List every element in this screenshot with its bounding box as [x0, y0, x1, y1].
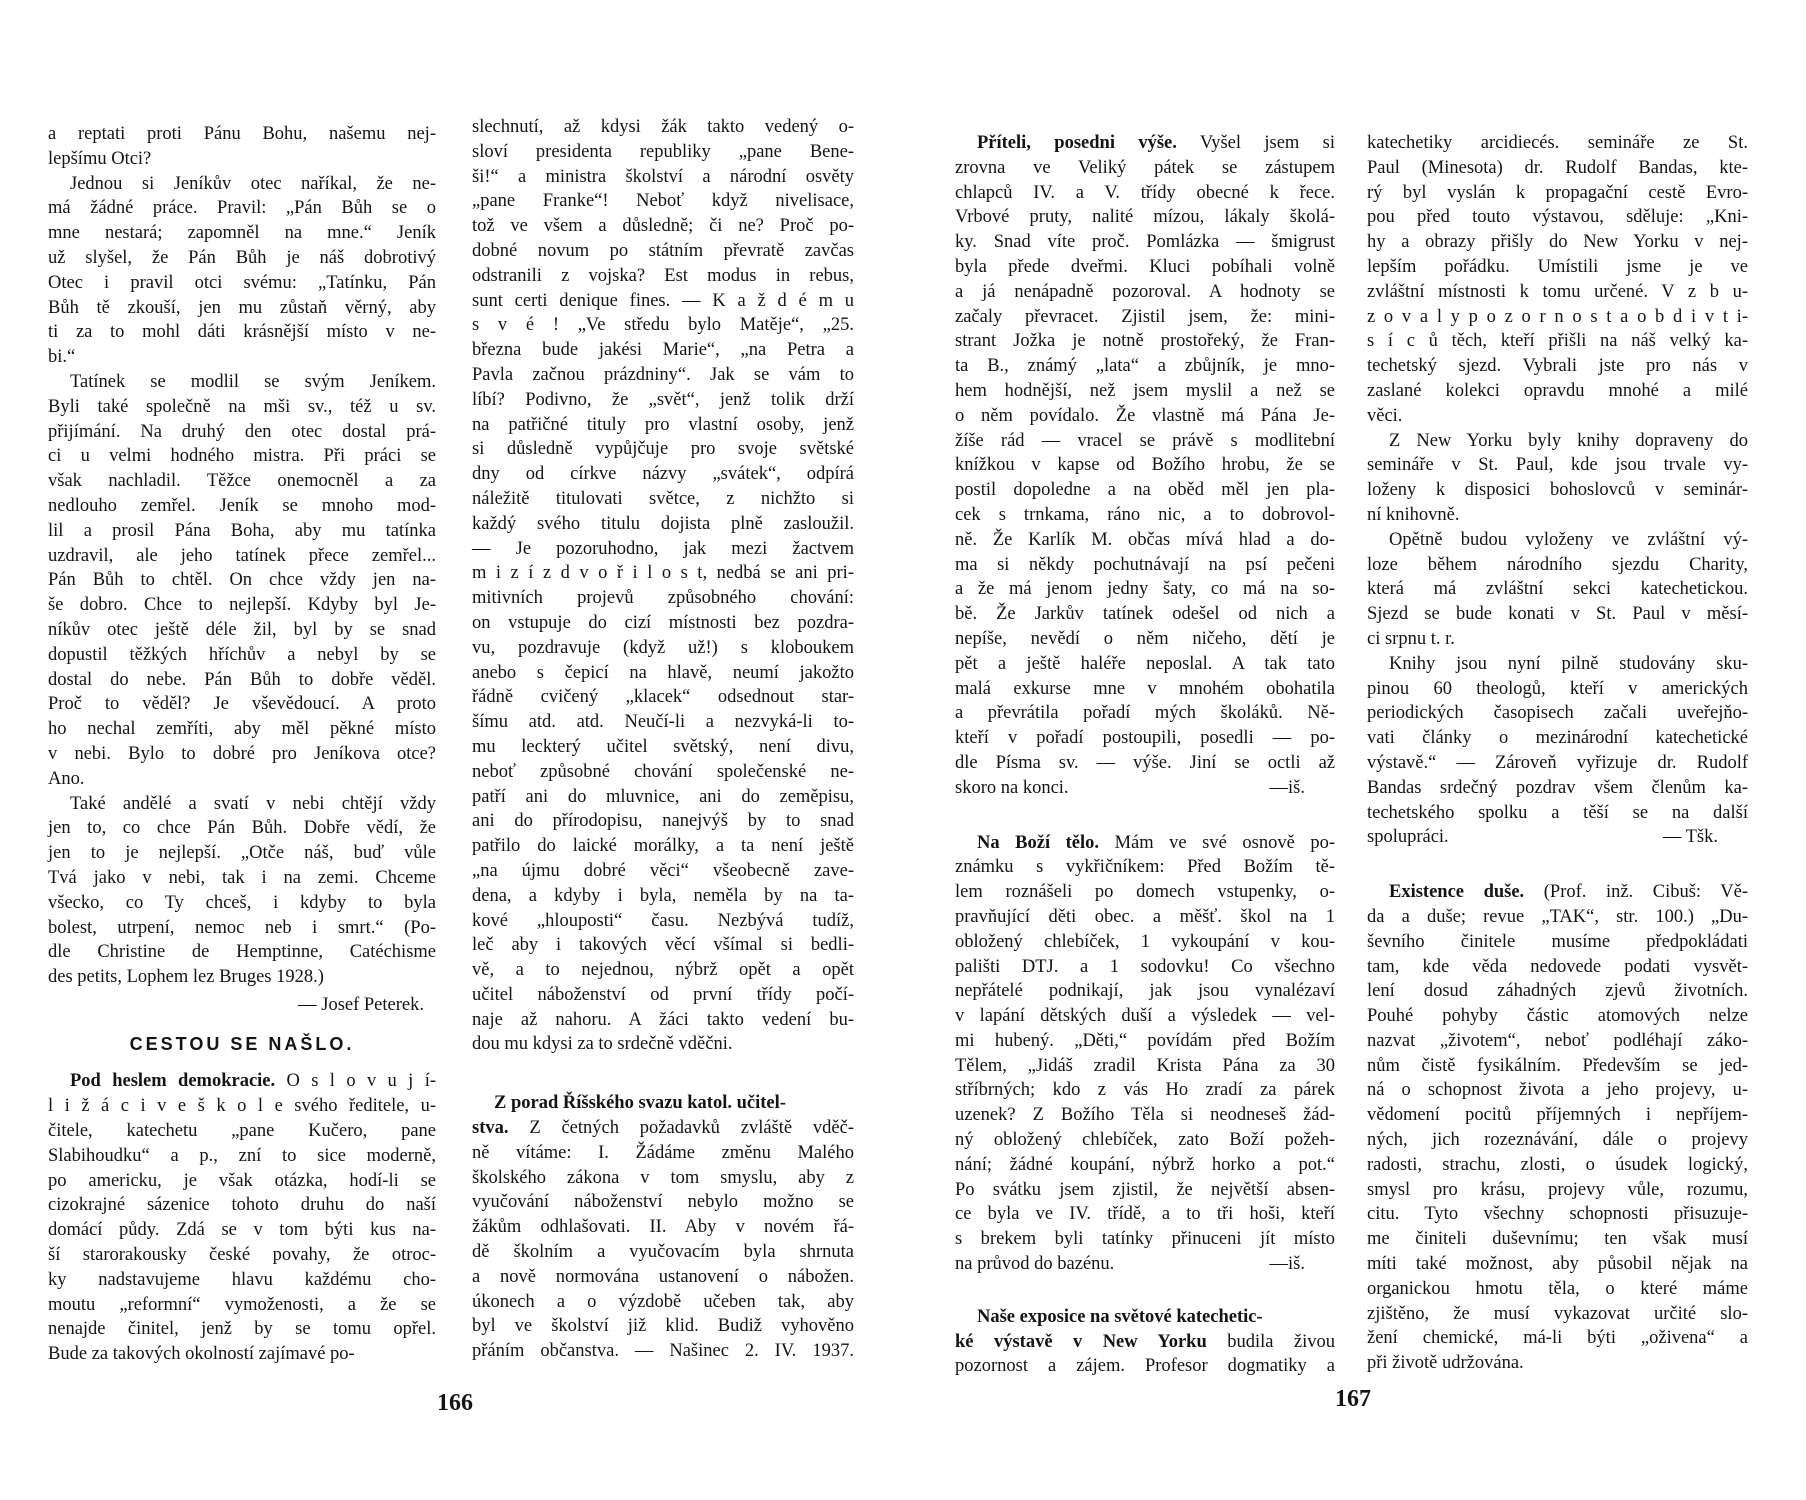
text-line: bě. Že Jarkův tatínek odešel od nich a: [955, 604, 1335, 625]
text-line: už slyšel, že Pán Bůh je náš dobrotivý: [48, 247, 436, 268]
text-line: [955, 831, 1335, 856]
text-line: přáním občanstva. — Našinec 2. IV. 1937.: [472, 1341, 854, 1362]
text-line: ky. Snad víte proč. Pomlázka — šmigrust: [955, 232, 1335, 253]
text-line: lepším pořádku. Umístili jsme je ve: [1367, 256, 1748, 277]
text-line: ši!“ a ministra školství a národní osvěty: [472, 166, 854, 187]
text-line: cek s trnkama, ráno nic, a to dobrovol-: [955, 504, 1335, 525]
text-line: ní knihovně.: [1367, 504, 1460, 525]
text-line: a převrátila pořadí mých školáků. Ně-: [955, 703, 1335, 724]
bold-lead: stva.: [472, 1118, 509, 1139]
bold-lead: ké výstavě v New Yorku: [955, 1331, 1207, 1352]
text-column: [955, 131, 1335, 1379]
text-line: nazvat „životem“, neboť podléhají záko-: [1367, 1030, 1748, 1051]
text-line: strant Jožka je notně prostořeký, že Fran-: [955, 331, 1335, 352]
text-line: jen to, co chce Pán Bůh. Dobře vědí, že: [48, 818, 436, 839]
text-line: lení dosud záhadných zjevů životních.: [1367, 981, 1748, 1002]
text-line: [955, 1305, 1335, 1330]
text-line: Bude za takových okolností zajímavé po-: [48, 1344, 355, 1365]
text-line: a nově normována ustanovení o nábožen.: [472, 1266, 854, 1287]
text-line: rý byl vyslán k propagační cestě Evro-: [1367, 182, 1748, 203]
text-line: knížkou v kapse od Božího hrobu, že se: [955, 455, 1335, 476]
text-line: ky nadstavujeme hlavu každému cho-: [48, 1269, 436, 1290]
paragraph: [48, 122, 436, 172]
text-line: Slabihoudku“ a p., zní to sice moderně,: [48, 1145, 436, 1166]
text-line: ný obložený chlebíček, zato Boží požeh-: [955, 1130, 1335, 1151]
text-line: dobné novum po státním převratě zavčas: [472, 240, 854, 261]
text-line: des petits, Lophem lez Bruges 1928.): [48, 967, 324, 988]
text-line: školského zákona v tom smyslu, aby z: [472, 1167, 854, 1188]
text-line: domácí půdy. Zdá se v tom býti kus na-: [48, 1220, 436, 1241]
text-line: si důsledně vypůjčuje pro svoje světské: [472, 439, 854, 460]
text-line: ci srpnu t. r.: [1367, 628, 1455, 649]
text-line: chlapců IV. a V. třídy obecné k řece.: [955, 182, 1335, 203]
text-line-with-signature: [955, 776, 1335, 801]
text-line: [955, 1330, 1335, 1355]
text-run: Z četných požadavků zvláště vděč-: [508, 1118, 854, 1139]
text-line: hy a obrazy přišly do New Yorku v nej-: [1367, 232, 1748, 253]
text-line: vati články o mezinárodní katechetické: [1367, 728, 1748, 749]
text-line: techetského spolku a těší se na další: [1367, 802, 1748, 823]
text-line: pravňující děti obec. a měšť. škol na 1: [955, 906, 1335, 927]
text-line: pinou 60 theologů, kteří v amerických: [1367, 678, 1748, 699]
text-line: še dobro. Chce to nejlepší. Kdyby byl Je-: [48, 595, 436, 616]
text-line: učitel náboženství od první třídy počí-: [472, 984, 854, 1005]
text-line: nepíše, nevědí o něm ničeho, dětí je: [955, 628, 1335, 649]
text-line: Z New Yorku byly knihy dopraveny do: [1389, 430, 1748, 451]
text-line: ti za to mohl dáti krásnější místo v ne-: [48, 322, 436, 343]
text-line: byl ve školství již klid. Budiž vyhověno: [472, 1316, 854, 1337]
signature: [48, 993, 436, 1018]
paragraph: [472, 1091, 854, 1364]
text-line: Opětně budou vyloženy ve zvláštní vý-: [1389, 529, 1748, 550]
text-line: Tvá jako v nebi, tak i na zemi. Chceme: [48, 867, 436, 888]
text-line: nenajde činitel, jenž by se tomu opřel.: [48, 1319, 436, 1340]
text-line: v lapání dětských duší a výsledek — vel-: [955, 1006, 1335, 1027]
text-line: slechnutí, až kdysi žák takto vedený o-: [472, 117, 854, 137]
text-line: přijímání. Na druhý den otec dostal prá-: [48, 421, 436, 442]
text-line: žákům odhlašovati. II. Aby v novém řá-: [472, 1217, 854, 1238]
bold-lead: Příteli, posedni výše.: [977, 133, 1177, 153]
text-line: periodických časopisech začali uveřejňo-: [1367, 703, 1748, 724]
text-line: zrovna ve Veliký pátek se zástupem: [955, 157, 1335, 178]
paragraph: [955, 131, 1335, 801]
text-line: líbí? Podivno, že „svět“, jenž tolik drží: [472, 389, 854, 410]
text-line: výstavě.“ — Zároveň vyřizuje dr. Rudolf: [1367, 752, 1748, 773]
text-line: uzdravil, ale jeho tatínek přece zemřel...: [48, 545, 436, 566]
text-line: zjištěno, že musí vykazovat určité slo-: [1367, 1303, 1748, 1324]
bold-lead: Z porad Říšského svazu katol. učitel-: [494, 1093, 786, 1114]
text-run: (Prof. inž. Cibuš: Vě-: [1524, 882, 1749, 903]
text-line: pališti DTJ. a 1 sodovku! Co všechno: [955, 956, 1335, 977]
paragraph: [955, 1305, 1335, 1379]
text-line: po americku, je však otázka, hodí-li se: [48, 1170, 436, 1191]
bold-lead: Pod heslem demokracie.: [70, 1071, 276, 1092]
paragraph: [48, 172, 436, 370]
paragraph: [1367, 880, 1748, 1376]
signature: —iš.: [1269, 1254, 1305, 1275]
text-line: neboť způsobné chování společenské ne-: [472, 761, 854, 782]
text-line: ta B., známý „lata“ a zbůjník, je mno-: [955, 356, 1335, 377]
text-line: citu. Tyto všechny schopnosti přisuzuje-: [1367, 1204, 1748, 1225]
text-line: zaslané kolekci opravdu mnohé a milé: [1367, 380, 1748, 401]
text-line-with-signature: [955, 1252, 1335, 1277]
text-line: sloví presidenta republiky „pane Bene-: [472, 141, 854, 162]
text-line: on vstupuje do cizí místnosti bez pozdra-: [472, 612, 854, 633]
text-line: tam, kde věda nedovede podati vysvět-: [1367, 956, 1748, 977]
text-line: lem roznášeli po domech vstupenky, o-: [955, 882, 1335, 903]
text-line: z o v a l y p o z o r n o s t a o b d i v t i-: [1367, 306, 1748, 327]
text-line: známku s vykřičníkem: Před Božím tě-: [955, 857, 1335, 878]
text-line: uzenek? Z Božího Těla si neodneseš žád-: [955, 1105, 1335, 1126]
text-line: Tatínek se modlil se svým Jeníkem.: [70, 371, 436, 392]
text-line: při životě udržována.: [1367, 1353, 1524, 1374]
text-line: lil a prosil Pána Boha, aby mu tatínka: [48, 520, 436, 541]
text-run: skoro na konci.: [955, 777, 1069, 798]
text-line: katechetiky arcidiecés. semináře ze St.: [1367, 133, 1748, 153]
text-line: o něm povídalo. Že vlastně má Pána Je-: [955, 405, 1335, 426]
text-line: loženy k disposici bohoslovců v seminár-: [1367, 480, 1748, 501]
text-line: Proč to věděl? Je vševědoucí. A proto: [48, 694, 436, 715]
text-line: ná o schopnost života a jeho projevy, u-: [1367, 1080, 1748, 1101]
text-line: Paul (Minesota) dr. Rudolf Bandas, kte-: [1367, 157, 1748, 178]
text-line: vyučování náboženství nebylo možno se: [472, 1192, 854, 1213]
text-line: nedlouho zemřel. Jeník se mnoho mod-: [48, 495, 436, 516]
text-line: patřilo do laické morálky, a ta není ještě: [472, 836, 854, 857]
text-line: jen to je nejlepší. „Otče náš, buď vůle: [48, 843, 436, 864]
text-line: „pane Franke“! Neboť když nivelisace,: [472, 191, 854, 212]
text-line: má žádné práce. Pravil: „Pán Bůh se o: [48, 198, 436, 219]
text-run: O s l o v u j í-: [275, 1071, 436, 1092]
text-line: šímu atd. atd. Neučí-li a nezvyká-li to-: [472, 712, 854, 733]
paragraph: [1367, 429, 1748, 528]
text-line: ani do přírodopisu, nanejvýš by to snad: [472, 811, 854, 832]
signature-text: — Josef Peterek.: [298, 994, 424, 1015]
text-line: Pavla začnou prázdniny“. Jak se vám to: [472, 364, 854, 385]
text-line: hem hodnější, než jsem myslil a než se: [955, 380, 1335, 401]
text-line: náležitě titulovati světce, z nichžto si: [472, 488, 854, 509]
text-line: sunt certi denique fines. — K a ž d é m u: [472, 290, 854, 311]
text-line: s v é ! „Ve středu bylo Matěje“, „25.: [472, 315, 854, 336]
text-line: vě, a to nejednou, nýbrž opět a opět: [472, 960, 854, 981]
text-line: organickou hmotu těla, o které máme: [1367, 1278, 1748, 1299]
text-line: dny od církve názvy „svátek“, odpírá: [472, 464, 854, 485]
page-number: 166: [437, 1390, 473, 1416]
text-line: [472, 1091, 854, 1116]
text-column: [472, 115, 854, 1364]
text-line: pou před touto výstavou, sděluje: „Kni-: [1367, 207, 1748, 228]
signature: — Tšk.: [1662, 827, 1718, 848]
text-line: Otec i pravil otci svému: „Tatínku, Pán: [48, 272, 436, 293]
paragraph: [48, 370, 436, 792]
text-line: odstranili z vojska? Est modus in rebus,: [472, 265, 854, 286]
paragraph: [1367, 528, 1748, 652]
text-line: dě školním a vyučovacím byla shrnuta: [472, 1242, 854, 1263]
text-line: míti také možnost, aby působil nějak na: [1367, 1254, 1748, 1275]
paragraph: [472, 115, 854, 1057]
text-line: s í c ů těch, kteří přišli na náš velký ka-: [1367, 331, 1748, 352]
text-line: úkonech a o výzdobě učeben tak, aby: [472, 1291, 854, 1312]
text-line: dena, a kdyby i byla, neměla by na ta-: [472, 885, 854, 906]
text-line: cizokrajné sázenice tohoto druhu do naší: [48, 1195, 436, 1216]
text-line: Jednou si Jeníkův otec naříkal, že ne-: [70, 173, 436, 194]
text-line: mitivních projevů způsobného chování:: [472, 588, 854, 609]
text-line: dou mu kdysi za to srdečně vděčni.: [472, 1034, 733, 1055]
text-line: Bůh tě zkouší, jen mu zůstaň věrný, aby: [48, 297, 436, 318]
text-line: malá exkurse mne v mnohém obohatila: [955, 678, 1335, 699]
text-line: lepšímu Otci?: [48, 148, 152, 169]
text-line: [955, 131, 1335, 156]
text-line: řádně cvičený „klacek“ odsednout star-: [472, 687, 854, 708]
text-line: „na újmu dobré věci“ všeobecně zave-: [472, 860, 854, 881]
paragraph: [1367, 131, 1748, 429]
text-line: nání; žádné koupání, nýbrž horko a pot.“: [955, 1154, 1335, 1175]
signature: —iš.: [1269, 777, 1305, 798]
text-column: [48, 122, 436, 1367]
text-line: Sjezd se bude konati v St. Paul v měsí-: [1367, 604, 1748, 625]
text-run: na průvod do bazénu.: [955, 1254, 1115, 1275]
text-line: [48, 1069, 436, 1094]
text-column: [1367, 131, 1748, 1376]
text-line: m i z í z d v o ř i l o s t, nedbá se ani pri-: [472, 563, 854, 584]
text-line: vědomení pocitů příjemných i nepříjem-: [1367, 1105, 1748, 1126]
text-line: [1367, 880, 1748, 905]
text-line: anebo s čepicí na hlavě, neumí jakožto: [472, 662, 854, 683]
text-line: kteří v pořadí postoupili, posedli — po-: [955, 728, 1335, 749]
text-line: s brekem byli tatínky přinuceni jít místo: [955, 1229, 1335, 1250]
paragraph: [48, 1069, 436, 1367]
text-line: loze během národního sjezdu Charity,: [1367, 554, 1748, 575]
text-line: naje až nahoru. A žáci takto vedení bu-: [472, 1009, 854, 1030]
text-line: ně. Že Karlík M. občas mívá hlad a do-: [955, 529, 1335, 550]
text-line: Také andělé a svatí v nebi chtějí vždy: [70, 793, 436, 814]
text-run: Vyšel jsem si: [1176, 133, 1335, 153]
text-line: Byli také společně na mši sv., též u sv.: [48, 396, 436, 417]
text-line: a že má jenom jedny šaty, co má na so-: [955, 579, 1335, 600]
text-line: techetský sjezd. Vybrali jste pro nás v: [1367, 356, 1748, 377]
text-line: nům čistě fysikálním. Především se jed-: [1367, 1055, 1748, 1076]
text-line-with-signature: [1367, 825, 1748, 850]
text-line: zvláštní místnosti k tomu určené. V z b u-: [1367, 281, 1748, 302]
text-line: ma si někdy pochutnávají na psí pečeni: [955, 554, 1335, 575]
text-line: tož ve všem a důsledně; či ne? Proč po-: [472, 216, 854, 237]
text-run: budila živou: [1206, 1331, 1336, 1352]
text-line: [472, 1116, 854, 1141]
text-line: stříbrných; kdo z vás Ho zradí za párek: [955, 1080, 1335, 1101]
text-line: kové „hlouposti“ času. Nezbývá tudíž,: [472, 910, 854, 931]
text-line: Po svátku jsem zjistil, že největší absen-: [955, 1179, 1335, 1200]
text-line: Ano.: [48, 768, 85, 789]
text-line: a reptati proti Pánu Bohu, našemu nej-: [48, 124, 436, 144]
text-line: patří ani do mluvnice, ani do zeměpisu,: [472, 786, 854, 807]
text-line: postil dopoledne a na oběd měl jen pla-: [955, 480, 1335, 501]
text-line: pozornost a zájem. Profesor dogmatiky a: [955, 1356, 1335, 1377]
text-line: a já nenápadně pozoroval. A hodnoty se: [955, 281, 1335, 302]
text-line: smysl pro krásu, projevy vůle, rozumu,: [1367, 1179, 1748, 1200]
bold-lead: Existence duše.: [1389, 882, 1525, 903]
text-line: která má zvláštní sekci katechetickou.: [1367, 579, 1748, 600]
text-line: Tělem, „Jidáš zradil Krista Pána za 30: [955, 1055, 1335, 1076]
text-line: věci.: [1367, 405, 1403, 426]
text-line: — Je pozoruhodno, jak mezi žactvem: [472, 538, 854, 559]
text-line: leč aby i takových věcí všímal si bedli-: [472, 935, 854, 956]
text-line: každý svého titulu dojista plně zasloužil.: [472, 513, 854, 534]
text-line: dostal do nebe. Pán Bůh to dobře věděl.: [48, 669, 436, 690]
section-heading: [48, 1032, 436, 1057]
text-line: Knihy jsou nyní pilně studovány sku-: [1389, 653, 1748, 674]
text-line: dle Písma sv. — výše. Jiní se octli až: [955, 752, 1335, 773]
text-run: spolupráci.: [1367, 827, 1449, 848]
text-line: žíše rád — vracel se právě s modlitební: [955, 430, 1335, 451]
text-line: da a duše; revue „TAK“, str. 100.) „Du-: [1367, 906, 1748, 927]
text-line: v nebi. Bylo to dobré pro Jeníkova otce?: [48, 743, 436, 764]
text-line: obložený chlebíček, 1 vykoupání v kou-: [955, 931, 1335, 952]
text-line: ce byla ve IV. třídě, a to tři hoši, kteří: [955, 1204, 1335, 1225]
text-line: ných, jich rozeznávání, dále o projevy: [1367, 1130, 1748, 1151]
text-line: mu leckterý učitel světský, není divu,: [472, 736, 854, 757]
text-line: radosti, strachu, zlosti, o úsudek logický,: [1367, 1154, 1748, 1175]
text-line: ho nechal zemříti, aby měl pěkné místo: [48, 719, 436, 740]
text-line: bi.“: [48, 347, 76, 368]
text-line: dle Christine de Hemptinne, Catéchisme: [48, 942, 436, 963]
text-line: však nachladil. Těžce onemocněl a za: [48, 471, 436, 492]
text-line: března bude jakési Marie“, „na Petra a: [472, 340, 854, 361]
text-line: Bandas srdečný pozdrav všem členům ka-: [1367, 777, 1748, 798]
text-run: Mám ve své osnově po-: [1099, 832, 1335, 853]
text-line: ně vítáme: I. Žádáme změnu Malého: [472, 1142, 854, 1163]
text-line: žení chemické, má-li býti „oživena“ a: [1367, 1328, 1748, 1349]
text-line: mi hubený. „Děti,“ povídám před Božím: [955, 1030, 1335, 1051]
text-line: me činiteli duševnímu; ten však musí: [1367, 1229, 1748, 1250]
text-line: bolest, utrpení, nemoc neb i smrt.“ (Po-: [48, 917, 436, 938]
paragraph: [1367, 652, 1748, 850]
text-line: byla přede dveřmi. Kluci pobíhali volně: [955, 256, 1335, 277]
text-line: ší starorakousky české povahy, že otroc-: [48, 1245, 436, 1266]
text-line: ševního činitele musíme předpokládati: [1367, 931, 1748, 952]
text-line: moutu „reformní“ vymoženosti, a že se: [48, 1294, 436, 1315]
paragraph: [48, 792, 436, 990]
text-line: všecko, co Ty chceš, i kdyby to byla: [48, 892, 436, 913]
bold-lead: Na Boží tělo.: [977, 832, 1100, 853]
text-line: ci u velmi hodného mistra. Při práci se: [48, 446, 436, 467]
bold-lead: Naše exposice na světové katechetic-: [977, 1306, 1263, 1327]
section-heading-text: CESTOU SE NAŠLO.: [129, 1033, 355, 1054]
text-line: Vrbové pruty, nalité mízou, lákaly školá-: [955, 207, 1335, 228]
text-line: Pán Bůh to chtěl. On chce vždy jen na-: [48, 570, 436, 591]
text-line: semináře v St. Paul, kde jsou trvale vy-: [1367, 455, 1748, 476]
page-number: 167: [1335, 1386, 1371, 1412]
text-line: mne nestará; zapomněl na mne.“ Jeník: [48, 223, 436, 244]
text-line: Pouhé pohyby částic atomových nelze: [1367, 1006, 1748, 1027]
text-line: na patřičné tituly pro vlastní osoby, jenž: [472, 414, 854, 435]
text-line: dopustil těžkých hříchův a nebyl by se: [48, 644, 436, 665]
text-line: l i ž á c i v e š k o l e svého ředitele, u-: [48, 1096, 436, 1117]
text-line: nepřátelé podnikají, jak jsou vynalézaví: [955, 981, 1335, 1002]
text-line: níkův otec ještě déle žil, byl by se snad: [48, 619, 436, 640]
text-line: začaly převracet. Zjistil jsem, že: mini-: [955, 306, 1335, 327]
paragraph: [955, 831, 1335, 1277]
text-line: čitele, katechetu „pane Kučero, pane: [48, 1121, 436, 1142]
text-line: vu, pozdravuje (když už!) s kloboukem: [472, 637, 854, 658]
text-line: pět a ještě haléře neposlal. A tak tato: [955, 653, 1335, 674]
